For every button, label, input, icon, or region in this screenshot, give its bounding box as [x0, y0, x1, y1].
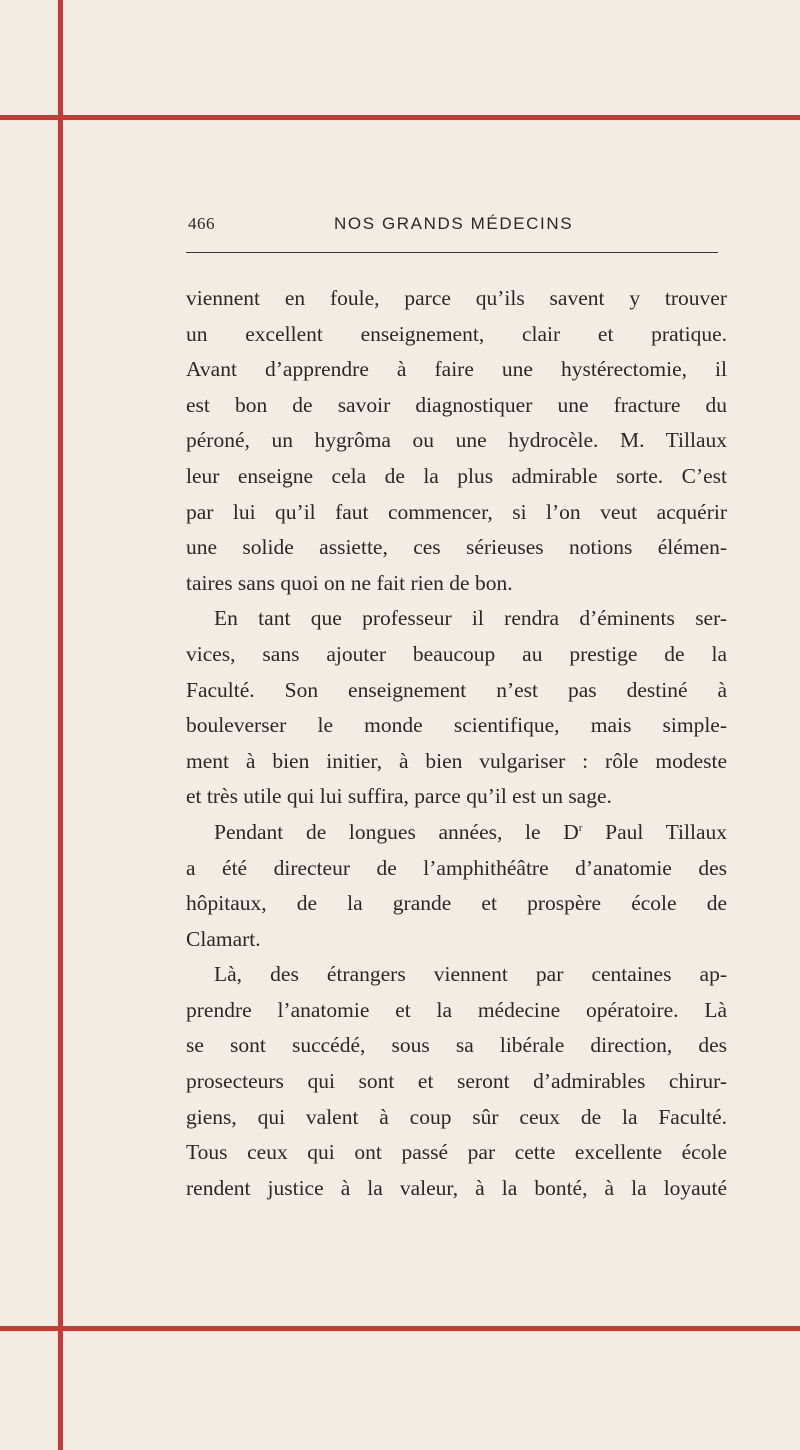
- text-line: hôpitaux, de la grande et prospère école de: [186, 891, 727, 916]
- text-line: En tant que professeur il rendra d’éminents ser-: [214, 606, 727, 631]
- text-line: taires sans quoi on ne fait rien de bon.: [186, 570, 513, 595]
- text-line: prosecteurs qui sont et seront d’admirables chirur-: [186, 1069, 727, 1094]
- text-line: péroné, un hygrôma ou une hydrocèle. M. Tillaux: [186, 428, 727, 453]
- text-line: [186, 815, 727, 851]
- text-line: bouleverser le monde scientifique, mais simple-: [186, 713, 727, 738]
- text-line: Avant d’apprendre à faire une hystérectomie, il: [186, 357, 727, 382]
- header-rule: [186, 252, 718, 253]
- text-line: leur enseigne cela de la plus admirable sorte. C’est: [186, 463, 727, 488]
- text-line: et très utile qui lui suffira, parce qu’il est un sage.: [186, 784, 612, 809]
- text-line: Tous ceux qui ont passé par cette excellente école: [186, 1140, 727, 1165]
- paragraph-2: [186, 601, 727, 815]
- text-fragment: Pendant de longues années, le D: [214, 819, 579, 844]
- text-line: giens, qui valent à coup sûr ceux de la Faculté.: [186, 1104, 727, 1129]
- body-text: [186, 281, 727, 1206]
- text-line: Clamart.: [186, 926, 261, 951]
- superscript: r: [578, 821, 583, 834]
- text-line: vices, sans ajouter beaucoup au prestige de la: [186, 641, 727, 666]
- text-line: par lui qu’il faut commencer, si l’on veut acquérir: [186, 499, 727, 524]
- text-line: a été directeur de l’amphithéâtre d’anatomie des: [186, 855, 727, 880]
- margin-rule-bottom: [0, 1326, 800, 1331]
- text-line: rendent justice à la valeur, à la bonté, à la loyauté: [186, 1175, 727, 1200]
- paragraph-3: [186, 815, 727, 957]
- text-line: se sont succédé, sous sa libérale direction, des: [186, 1033, 727, 1058]
- margin-rule-vertical: [58, 0, 63, 1450]
- text-line: une solide assiette, ces sérieuses notions élémen-: [186, 535, 727, 560]
- text-line: Là, des étrangers viennent par centaines ap-: [214, 962, 727, 987]
- text-line: un excellent enseignement, clair et pratique.: [186, 321, 727, 346]
- text-line: ment à bien initier, à bien vulgariser : rôle modeste: [186, 748, 727, 773]
- text-line: est bon de savoir diagnostiquer une fracture du: [186, 392, 727, 417]
- page-number: 466: [188, 214, 215, 233]
- paragraph-4: [186, 957, 727, 1206]
- paragraph-1: [186, 281, 727, 601]
- text-line: Faculté. Son enseignement n’est pas destiné à: [186, 677, 727, 702]
- text-line: viennent en foule, parce qu’ils savent y trouver: [186, 286, 727, 310]
- running-head: [188, 214, 720, 244]
- text-line: prendre l’anatomie et la médecine opératoire. Là: [186, 997, 727, 1022]
- text-fragment: Paul Tillaux: [582, 819, 727, 844]
- running-title: NOS GRANDS MÉDECINS: [334, 214, 574, 233]
- margin-rule-top: [0, 115, 800, 120]
